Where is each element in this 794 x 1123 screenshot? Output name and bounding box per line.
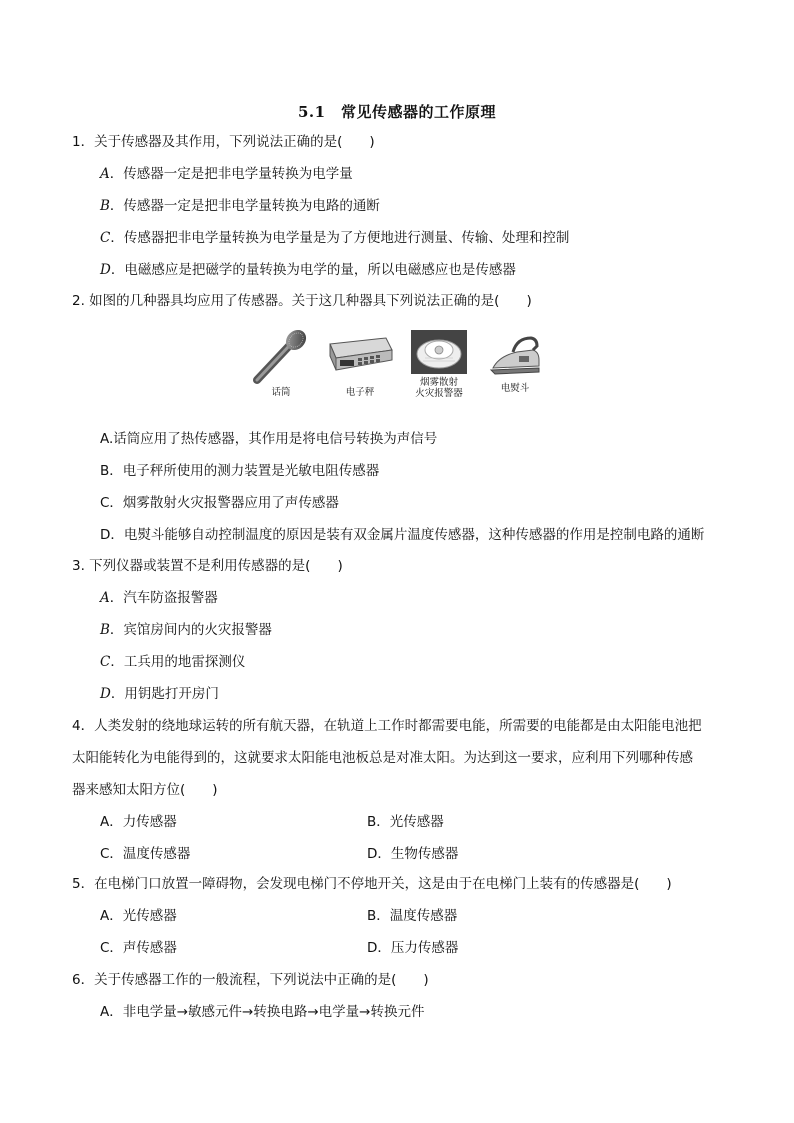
figure-caption-microphone: 话筒: [271, 387, 291, 398]
figure-smoke-detector: [407, 330, 471, 399]
question-4-stem-line-3: 器来感知太阳方位( ): [72, 782, 218, 798]
question-5-option-a: A．光传感器: [100, 908, 177, 924]
question-4-option-d: D．生物传感器: [367, 846, 459, 862]
question-1-option-b: B．传感器一定是把非电学量转换为电路的通断: [100, 198, 380, 214]
question-1-option-a: A．传感器一定是把非电学量转换为电学量: [100, 166, 353, 182]
figure-caption-iron: 电熨斗: [500, 383, 530, 394]
question-3-option-c: C．工兵用的地雷探测仪: [100, 654, 246, 670]
question-4-stem-line-2: 太阳能转化为电能得到的，这就要求太阳能电池板总是对准太阳。为达到这一要求，应利用下列哪种传感: [72, 750, 693, 766]
figure-scale: [325, 330, 395, 398]
question-5-option-c: C．声传感器: [100, 940, 177, 956]
question-5-options-row-1: [100, 907, 458, 925]
question-2-option-c: C．烟雾散射火灾报警器应用了声传感器: [100, 495, 339, 511]
question-5-options-row-2: [100, 939, 459, 957]
question-4-option-a: A．力传感器: [100, 814, 177, 830]
question-3-option-d: D．用钥匙打开房门: [100, 686, 219, 702]
question-5-option-b: B．温度传感器: [367, 908, 458, 924]
question-5-option-d: D．压力传感器: [367, 940, 459, 956]
question-2-option-b: B．电子秤所使用的测力装置是光敏电阻传感器: [100, 463, 380, 479]
question-1-option-c: C．传感器把非电学量转换为电学量是为了方便地进行测量、传输、处理和控制: [100, 230, 570, 246]
figure-caption-scale: 电子秤: [345, 387, 375, 398]
question-2-stem: 2. 如图的几种器具均应用了传感器。关于这几种器具下列说法正确的是( ): [72, 293, 532, 309]
smoke-detector-icon: [411, 330, 467, 374]
question-3-option-b: B．宾馆房间内的火灾报警器: [100, 622, 272, 638]
question-1-stem: 1．关于传感器及其作用，下列说法正确的是( ): [72, 134, 375, 150]
figure-microphone: [247, 330, 315, 398]
question-4-options-row-1: [100, 813, 444, 831]
sensor-devices-figure: [247, 330, 547, 410]
question-3-option-a: A．汽车防盗报警器: [100, 590, 218, 606]
page-title: 5.1 常见传感器的工作原理: [297, 103, 497, 121]
question-3-stem: 3. 下列仪器或装置不是利用传感器的是( ): [72, 558, 343, 574]
question-4-option-b: B．光传感器: [367, 814, 444, 830]
question-4-options-row-2: [100, 845, 459, 863]
iron-icon: [487, 330, 543, 380]
figure-caption-smoke-detector-line1: 烟雾散射: [419, 377, 458, 388]
scale-icon: [326, 330, 394, 384]
question-4-stem-line-1: 4．人类发射的绕地球运转的所有航天器，在轨道上工作时都需要电能，所需要的电能都是由太阳能电池把: [72, 718, 702, 734]
question-6-stem: 6．关于传感器工作的一般流程，下列说法中正确的是( ): [72, 972, 429, 988]
microphone-icon: [249, 330, 313, 384]
question-2-option-a: A.话筒应用了热传感器，其作用是将电信号转换为声信号: [100, 431, 438, 447]
question-2-option-d: D．电熨斗能够自动控制温度的原因是装有双金属片温度传感器，这种传感器的作用是控制电路的通断: [100, 527, 705, 543]
question-4-option-c: C．温度传感器: [100, 846, 191, 862]
question-5-stem: 5．在电梯门口放置一障碍物，会发现电梯门不停地开关，这是由于在电梯门上装有的传感器是( ): [72, 876, 672, 892]
question-6-option-a: A．非电学量→敏感元件→转换电路→电学量→转换元件: [100, 1004, 425, 1020]
question-1-option-d: D．电磁感应是把磁学的量转换为电学的量，所以电磁感应也是传感器: [100, 262, 516, 278]
figure-iron: [485, 330, 545, 394]
figure-caption-smoke-detector-line2: 火灾报警器: [415, 388, 463, 399]
